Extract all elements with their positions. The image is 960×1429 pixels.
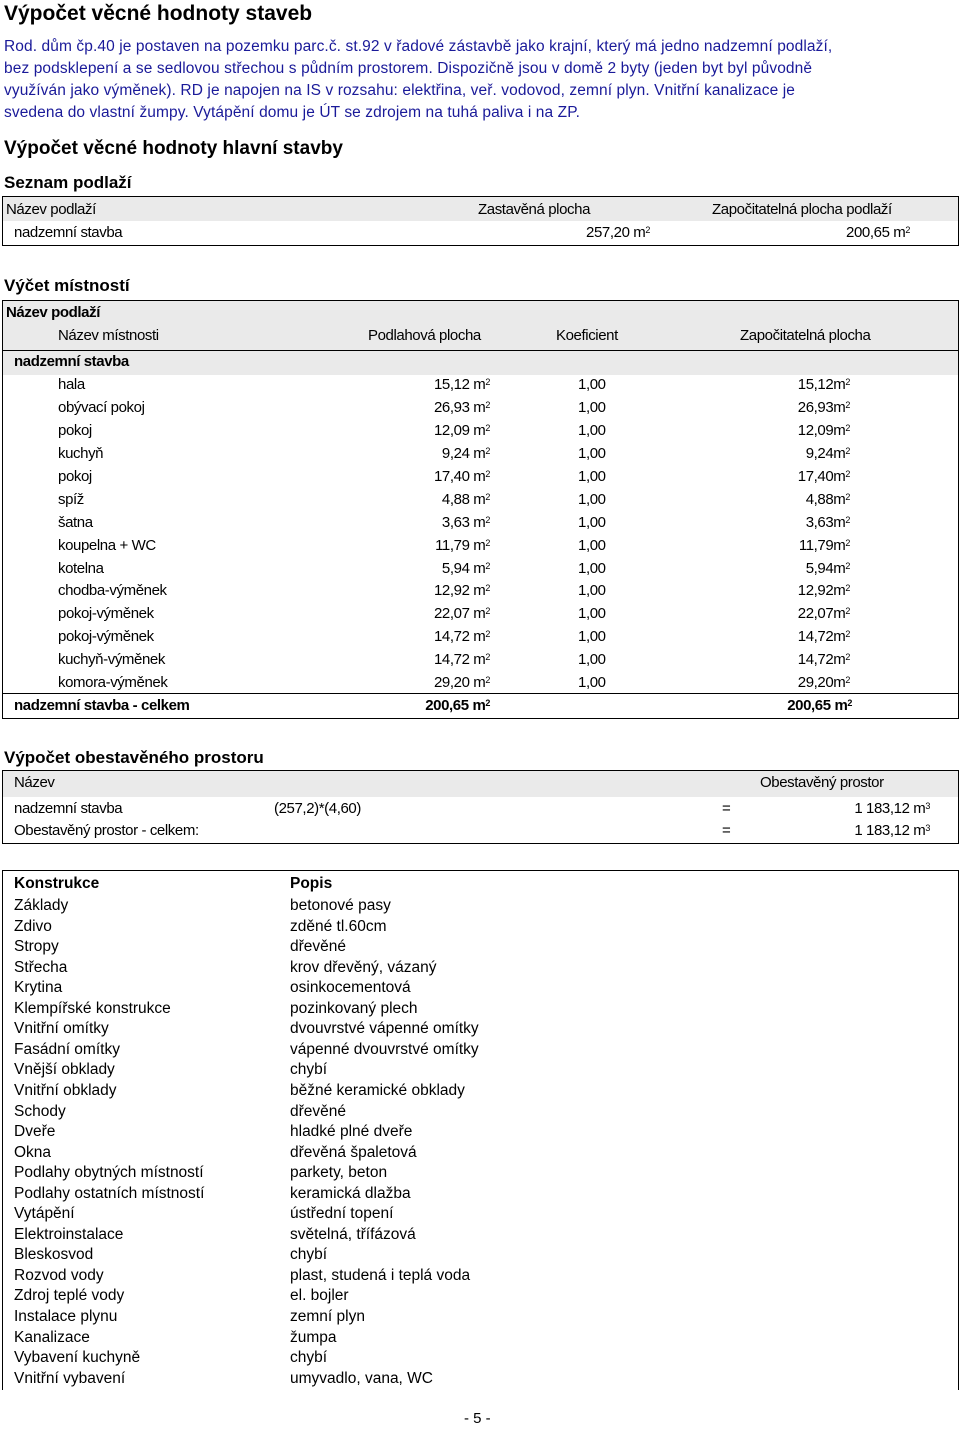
floors-col-name: Název podlaží — [6, 201, 96, 218]
divider — [958, 770, 959, 844]
room-name: koupelna + WC — [58, 537, 156, 554]
room-count-area: $12,92m^2$ — [797, 582, 850, 599]
room-floor-area: 4,88 $m^2$ — [441, 491, 490, 508]
room-count-area: $11,79m^2$ — [798, 537, 850, 554]
construction-name: Bleskosvod — [14, 1246, 94, 1263]
room-count-area: $5,94m^2$ — [805, 560, 850, 577]
room-count-area: $29,20m^2$ — [797, 674, 850, 691]
divider — [2, 196, 959, 197]
construction-description: žumpa — [290, 1329, 337, 1346]
construction-name: Vnitřní obklady — [14, 1082, 117, 1099]
construction-name: Vytápění — [14, 1205, 75, 1222]
construction-description: zemní plyn — [290, 1308, 365, 1325]
divider — [2, 300, 3, 719]
construction-name: Dveře — [14, 1123, 56, 1140]
room-name: kuchyň — [58, 445, 104, 462]
room-count-area: $3,63m^2$ — [805, 514, 850, 531]
rooms-total-label: nadzemní stavba - celkem — [14, 697, 190, 714]
room-name: kuchyň-výměnek — [58, 651, 165, 668]
room-coef: 1,00 — [578, 399, 606, 416]
construction-description: umyvadlo, vana, WC — [290, 1370, 433, 1387]
room-coef: 1,00 — [578, 491, 606, 508]
rooms-total-floor-area: 200,65 $m^2$ — [425, 697, 490, 714]
construction-description: hladké plné dveře — [290, 1123, 413, 1140]
construction-name: Schody — [14, 1103, 66, 1120]
volume-row-formula: (257,2)*(4,60) — [274, 800, 361, 817]
room-coef: 1,00 — [578, 445, 606, 462]
construction-name: Zdroj teplé vody — [14, 1287, 125, 1304]
page-title: Výpočet věcné hodnoty staveb — [4, 2, 313, 25]
construction-name: Instalace plynu — [14, 1308, 118, 1325]
floors-heading: Seznam podlaží — [4, 173, 132, 192]
floor-name: nadzemní stavba — [14, 224, 123, 241]
construction-name: Střecha — [14, 959, 68, 976]
room-floor-area: 12,92 $m^2$ — [433, 582, 490, 599]
room-coef: 1,00 — [578, 537, 606, 554]
room-coef: 1,00 — [578, 582, 606, 599]
intro-line: bez podsklepení a se sedlovou střechou s půdním prostorem. Dispozičně jsou v domě 2 byty (jeden byt byl původně — [4, 60, 813, 77]
divider — [2, 350, 959, 351]
construction-name: Krytina — [14, 979, 63, 996]
volume-total-name: Obestavěný prostor - celkem: — [14, 822, 199, 839]
construction-description: parkety, beton — [290, 1164, 388, 1181]
construction-description: krov dřevěný, vázaný — [290, 959, 437, 976]
room-coef: 1,00 — [578, 468, 606, 485]
rooms-floor-header: Název podlaží — [6, 304, 100, 321]
construction-name: Rozvod vody — [14, 1267, 104, 1284]
construction-description: dvouvrstvé vápenné omítky — [290, 1020, 479, 1037]
divider — [2, 770, 959, 771]
volume-row-value: 1 183,12 $m^3$ — [854, 800, 930, 817]
floors-col-built: Zastavěná plocha — [478, 201, 591, 218]
construction-name: Vnitřní vybavení — [14, 1370, 126, 1387]
divider — [2, 870, 959, 871]
divider — [2, 770, 3, 844]
room-floor-area: 15,12 $m^2$ — [433, 376, 490, 393]
room-floor-area: 12,09 $m^2$ — [433, 422, 490, 439]
room-name: pokoj-výměnek — [58, 628, 154, 645]
construction-description: ústřední topení — [290, 1205, 394, 1222]
construction-description: plast, studená i teplá voda — [290, 1267, 471, 1284]
rooms-col-count-area: Započitatelná plocha — [740, 327, 871, 344]
volume-heading: Výpočet obestavěného prostoru — [4, 748, 264, 767]
construction-description: zděné tl.60cm — [290, 918, 387, 935]
room-coef: 1,00 — [578, 514, 606, 531]
construction-description: chybí — [290, 1061, 328, 1078]
room-name: spíž — [58, 491, 84, 508]
room-coef: 1,00 — [578, 628, 606, 645]
construction-description: světelná, třífázová — [290, 1226, 416, 1243]
construction-name: Zdivo — [14, 918, 52, 935]
room-name: obývací pokoj — [58, 399, 145, 416]
divider — [2, 245, 959, 246]
room-floor-area: 5,94 $m^2$ — [441, 560, 490, 577]
construction-description: dřevěné — [290, 1103, 347, 1120]
room-count-area: $4,88m^2$ — [805, 491, 850, 508]
room-count-area: $14,72m^2$ — [797, 628, 850, 645]
volume-col-volume: Obestavěný prostor — [760, 774, 884, 791]
construction-name: Stropy — [14, 938, 59, 955]
divider — [2, 196, 3, 246]
divider — [2, 300, 959, 301]
construction-description: dřevěné — [290, 938, 347, 955]
room-floor-area: 11,79 $m^2$ — [435, 537, 490, 554]
room-floor-area: 14,72 $m^2$ — [433, 628, 490, 645]
room-coef: 1,00 — [578, 422, 606, 439]
rooms-group-bg — [2, 351, 958, 375]
rooms-col-floor-area: Podlahová plocha — [368, 327, 481, 344]
construction-col-header: Konstrukce — [14, 875, 100, 892]
room-count-area: $9,24m^2$ — [805, 445, 850, 462]
rooms-col-coef: Koeficient — [556, 327, 618, 344]
volume-col-name: Název — [14, 774, 55, 791]
room-coef: 1,00 — [578, 560, 606, 577]
construction-description: chybí — [290, 1246, 328, 1263]
room-count-area: $14,72m^2$ — [797, 651, 850, 668]
volume-row-name: nadzemní stavba — [14, 800, 123, 817]
construction-name: Okna — [14, 1144, 52, 1161]
room-name: pokoj — [58, 422, 92, 439]
room-coef: 1,00 — [578, 674, 606, 691]
room-floor-area: 22,07 $m^2$ — [433, 605, 490, 622]
room-floor-area: 9,24 $m^2$ — [441, 445, 490, 462]
room-name: šatna — [58, 514, 93, 531]
intro-line: využíván jako výměnek). RD je napojen na IS v rozsahu: elektřina, veř. vodovod, zemní plyn. Vnitřní kanalizace je — [4, 82, 795, 99]
construction-description: chybí — [290, 1349, 328, 1366]
construction-name: Fasádní omítky — [14, 1041, 120, 1058]
floor-count-area: 200,65 $m^2$ — [846, 224, 910, 241]
room-floor-area: 26,93 $m^2$ — [433, 399, 490, 416]
room-floor-area: 17,40 $m^2$ — [433, 468, 490, 485]
floor-built-area: 257,20 $m^2$ — [586, 224, 650, 241]
construction-description: běžné keramické obklady — [290, 1082, 465, 1099]
construction-name: Podlahy obytných místností — [14, 1164, 204, 1181]
room-count-area: $12,09m^2$ — [797, 422, 850, 439]
volume-total-value: 1 183,12 $m^3$ — [854, 822, 930, 839]
room-name: komora-výměnek — [58, 674, 168, 691]
floors-col-count: Započitatelná plocha podlaží — [712, 201, 892, 218]
main-heading: Výpočet věcné hodnoty hlavní stavby — [4, 138, 343, 159]
room-name: hala — [58, 376, 85, 393]
intro-line: svedena do vlastní žumpy. Vytápění domu je ÚT se zdrojem na tuhá paliva i na ZP. — [4, 104, 581, 121]
divider — [2, 693, 959, 694]
divider — [958, 196, 959, 246]
room-count-area: $17,40m^2$ — [797, 468, 850, 485]
room-floor-area: 3,63 $m^2$ — [441, 514, 490, 531]
construction-name: Vnitřní omítky — [14, 1020, 109, 1037]
construction-description: keramická dlažba — [290, 1185, 411, 1202]
volume-row-eq: = — [722, 800, 731, 817]
room-coef: 1,00 — [578, 605, 606, 622]
rooms-col-room: Název místnosti — [58, 327, 159, 344]
rooms-total-count-area: 200,65 $m^2$ — [787, 697, 852, 714]
divider — [2, 843, 959, 844]
room-name: chodba-výměnek — [58, 582, 167, 599]
divider — [958, 870, 959, 1390]
divider — [2, 718, 959, 719]
room-name: pokoj — [58, 468, 92, 485]
room-count-area: $15,12m^2$ — [797, 376, 850, 393]
volume-total-eq: = — [722, 822, 731, 839]
divider — [958, 300, 959, 719]
rooms-heading: Výčet místností — [4, 276, 130, 295]
construction-description: pozinkovaný plech — [290, 1000, 418, 1017]
construction-name: Podlahy ostatních místností — [14, 1185, 205, 1202]
room-count-area: $22,07m^2$ — [797, 605, 850, 622]
construction-name: Vnější obklady — [14, 1061, 115, 1078]
room-coef: 1,00 — [578, 376, 606, 393]
construction-name: Kanalizace — [14, 1329, 90, 1346]
description-col-header: Popis — [290, 875, 333, 892]
construction-name: Základy — [14, 897, 69, 914]
construction-name: Klempířské konstrukce — [14, 1000, 171, 1017]
intro-line: Rod. dům čp.40 je postaven na pozemku parc.č. st.92 v řadové zástavbě jako krajní, který má jedno nadzemní podlaží, — [4, 38, 833, 55]
room-floor-area: 29,20 $m^2$ — [433, 674, 490, 691]
construction-description: vápenné dvouvrstvé omítky — [290, 1041, 479, 1058]
room-floor-area: 14,72 $m^2$ — [433, 651, 490, 668]
construction-name: Vybavení kuchyně — [14, 1349, 141, 1366]
divider — [2, 870, 3, 1390]
construction-description: el. bojler — [290, 1287, 349, 1304]
rooms-group-label: nadzemní stavba — [14, 353, 129, 370]
room-name: kotelna — [58, 560, 104, 577]
construction-description: dřevěná špaletová — [290, 1144, 417, 1161]
room-count-area: $26,93m^2$ — [797, 399, 850, 416]
page-number: - 5 - — [464, 1410, 491, 1427]
room-name: pokoj-výměnek — [58, 605, 154, 622]
construction-name: Elektroinstalace — [14, 1226, 124, 1243]
construction-description: betonové pasy — [290, 897, 391, 914]
room-coef: 1,00 — [578, 651, 606, 668]
construction-description: osinkocementová — [290, 979, 411, 996]
